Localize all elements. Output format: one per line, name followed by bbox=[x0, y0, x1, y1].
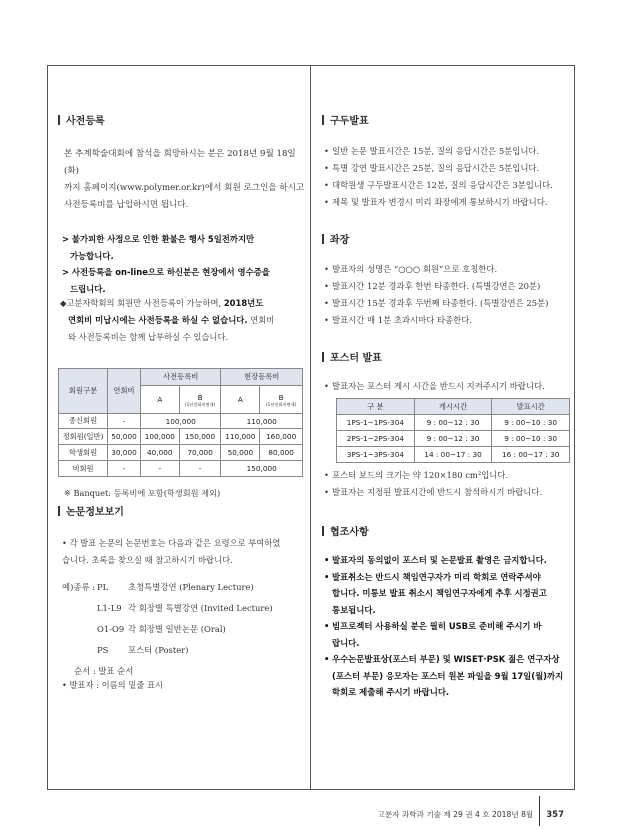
list-item: • 발표자의 성명은 “○○○ 회원”으로 호칭한다. bbox=[324, 264, 498, 274]
example-code: L1-L9 bbox=[97, 603, 122, 613]
list-item-text: 발표자는 포스터 게시 시간을 반드시 지켜주시기 바랍니다. bbox=[332, 381, 545, 391]
list-item: • 발표시간 매 1분 초과시마다 타종한다. bbox=[324, 315, 472, 325]
numbering-title: 논문정보보기 bbox=[66, 507, 124, 518]
heading-bar bbox=[58, 506, 60, 516]
notice-text: 연회비 bbox=[247, 315, 275, 325]
table-cell: 9 : 00~10 : 30 bbox=[492, 415, 570, 431]
registration-title: 사전등록 bbox=[66, 116, 105, 127]
list-item-text: 발표시간 12분 경과후 한번 타종한다. (특별강연은 20분) bbox=[332, 281, 541, 291]
poster-table bbox=[336, 398, 570, 463]
journal-info: 고분자 과학과 기술 제 29 권 4 호 2018년 8월 bbox=[377, 810, 534, 819]
list-item: • 대학원생 구두발표시간은 12분, 질의 응답시간은 3분입니다. bbox=[324, 180, 553, 190]
fee-header-a2-label: A bbox=[237, 395, 243, 404]
note-line: 드립니다. bbox=[70, 283, 106, 294]
column-divider bbox=[310, 65, 311, 790]
page-number: 357 bbox=[546, 810, 564, 820]
table-cell: 150,000 bbox=[179, 429, 221, 445]
list-item-text: 발표시간 15분 경과후 두번째 타종한다. (특별강연은 25분) bbox=[332, 298, 549, 308]
fee-header-onsite: 현장등록비 bbox=[221, 369, 303, 386]
text-line: 까지 홈페이지(www.polymer.or.kr)에서 회원 로그인을 하시고 bbox=[64, 183, 305, 193]
text-line: 사전등록비를 납입하시면 됩니다. bbox=[64, 200, 189, 210]
list-item: • 빔프로젝터 사용하실 분은 필히 USB로 준비해 주시기 바 랍니다. bbox=[324, 618, 574, 651]
list-item: • 특별 강연 발표시간은 25분, 질의 응답시간은 5분입니다. bbox=[324, 163, 540, 173]
list-item: • 우수논문발표상(포스터 부문) 및 WISET·PSK 젊은 연구자상 (포스터 부문) 응모자는 포스터 원본 파일을 9월 17일(월)까지 학회로 제출해 주시기 바랍니다. bbox=[324, 651, 574, 701]
example-code: PL bbox=[97, 582, 109, 592]
coop-heading bbox=[322, 523, 369, 538]
list-item: • 발표시간 15분 경과후 두번째 타종한다. (특별강연은 25분) bbox=[324, 298, 549, 308]
poster-header: 구 분 bbox=[337, 399, 415, 415]
text-line: 습니다. 초록을 찾으실 때 참고하시기 바랍니다. bbox=[62, 555, 233, 565]
numbering-heading bbox=[58, 503, 124, 518]
list-item-text: 학회로 제출해 주시기 바랍니다. bbox=[332, 687, 450, 697]
table-cell: - bbox=[108, 461, 141, 477]
poster-notes bbox=[324, 467, 574, 501]
table-cell: 50,000 bbox=[221, 445, 260, 461]
list-item-text: 합니다. 미통보 발표 취소시 책임연구자에게 추후 시정권고 bbox=[332, 588, 547, 598]
example-desc: 각 회장별 일반논문 (Oral) bbox=[128, 624, 226, 634]
heading-bar bbox=[322, 526, 324, 536]
fee-header-a2 bbox=[221, 386, 260, 414]
notice-bold: 연회비 미납시에는 사전등록을 하실 수 없습니다. bbox=[68, 315, 248, 325]
list-item: • 발표시간 12분 경과후 한번 타종한다. (특별강연은 20분) bbox=[324, 281, 541, 291]
table-cell: 3PS-1~3PS-304 bbox=[337, 447, 415, 463]
list-item: • 발표자의 동의없이 포스터 및 논문발표 촬영은 금지합니다. bbox=[324, 555, 547, 565]
number-examples bbox=[62, 577, 310, 682]
list-item-text: 랍니다. bbox=[332, 637, 360, 648]
table-cell: 9 : 00~12 : 30 bbox=[414, 431, 492, 447]
list-item-text: 통보됩니다. bbox=[332, 604, 376, 615]
table-cell: - bbox=[140, 461, 179, 477]
table-row bbox=[59, 461, 303, 477]
list-item-text: (포스터 부문) 응모자는 포스터 원본 파일을 9월 17일(월)까지 bbox=[332, 670, 564, 681]
heading-bar bbox=[322, 352, 324, 362]
heading-bar bbox=[322, 115, 324, 125]
list-item: • 발표자는 지정된 발표시간에 반드시 참석하시기 바랍니다. bbox=[324, 487, 543, 497]
list-item-text: 우수논문발표상(포스터 부문) 및 WISET·PSK 젊은 연구자상 bbox=[332, 654, 560, 664]
table-cell: 150,000 bbox=[221, 461, 303, 477]
poster-header: 게시시간 bbox=[414, 399, 492, 415]
oral-heading bbox=[322, 112, 369, 127]
numbering-text bbox=[62, 535, 310, 569]
banquet-note: ※ Banquet: 등록비에 포함(학생회원 제외) bbox=[64, 488, 221, 498]
coop-list bbox=[324, 552, 574, 701]
table-row bbox=[59, 414, 303, 429]
list-item: • 일반 논문 발표시간은 15분, 질의 응답시간은 5분입니다. bbox=[324, 146, 540, 156]
table-row bbox=[59, 445, 303, 461]
order-line: 순서 : 발표 순서 bbox=[74, 666, 134, 676]
chair-list bbox=[324, 261, 574, 329]
table-cell: 14 : 00~17 : 30 bbox=[414, 447, 492, 463]
membership-notice bbox=[60, 295, 308, 346]
list-item-text: 일반 논문 발표시간은 15분, 질의 응답시간은 5분입니다. bbox=[332, 146, 540, 156]
registration-heading bbox=[58, 112, 105, 127]
fee-header-a bbox=[140, 386, 179, 414]
list-item-text: 특별 강연 발표시간은 25분, 질의 응답시간은 5분입니다. bbox=[332, 163, 540, 173]
list-item-text: 발표취소는 반드시 책임연구자가 미리 학회로 연락주셔야 bbox=[332, 571, 541, 582]
table-cell: 2PS-1~2PS-304 bbox=[337, 431, 415, 447]
refund-notes bbox=[62, 231, 307, 297]
list-item-text: 제목 및 발표자 변경시 미리 좌장에게 통보하시기 바랍니다. bbox=[332, 197, 548, 207]
table-cell: 9 : 00~10 : 30 bbox=[492, 431, 570, 447]
table-cell: 110,000 bbox=[221, 414, 303, 429]
fee-header-pre: 사전등록비 bbox=[140, 369, 221, 386]
list-item-text: 대학원생 구두발표시간은 12분, 질의 응답시간은 3분입니다. bbox=[332, 180, 553, 190]
table-cell: - bbox=[179, 461, 221, 477]
heading-bar bbox=[58, 115, 60, 125]
table-cell: 비회원 bbox=[59, 461, 108, 477]
list-item: • 발표취소는 반드시 책임연구자가 미리 학회로 연락주셔야 합니다. 미통보 발표 취소시 책임연구자에게 추후 시정권고 통보됩니다. bbox=[324, 569, 574, 619]
fee-table bbox=[58, 368, 303, 477]
notice-bold: 2018년도 bbox=[223, 298, 264, 308]
fee-header-b2 bbox=[260, 386, 303, 414]
table-cell: 100,000 bbox=[140, 429, 179, 445]
example-desc: 초청특별강연 (Plenary Lecture) bbox=[128, 582, 254, 592]
page-footer bbox=[378, 800, 565, 830]
note-line: > 불가피한 사정으로 인한 환불은 행사 5일전까지만 bbox=[62, 234, 255, 244]
list-item: • 포스터 보드의 크기는 약 120×180 cm²입니다. bbox=[324, 470, 509, 480]
table-cell: 110,000 bbox=[221, 429, 260, 445]
list-item: • 제목 및 발표자 변경시 미리 좌장에게 통보하시기 바랍니다. bbox=[324, 197, 548, 207]
table-cell: 160,000 bbox=[260, 429, 303, 445]
list-item-text: 발표자의 성명은 “○○○ 회원”으로 호칭한다. bbox=[332, 264, 498, 274]
table-cell: 70,000 bbox=[179, 445, 221, 461]
poster-title: 포스터 발표 bbox=[330, 353, 382, 364]
coop-title: 협조사항 bbox=[330, 527, 369, 538]
chair-heading bbox=[322, 231, 349, 246]
list-item-text: 발표자의 동의없이 포스터 및 논문발표 촬영은 금지합니다. bbox=[332, 555, 547, 565]
list-item-text: 발표자는 지정된 발표시간에 반드시 참석하시기 바랍니다. bbox=[332, 487, 543, 497]
heading-bar bbox=[322, 234, 324, 244]
notice-text: ◆고분자학회의 회원만 사전등록이 가능하며, bbox=[60, 298, 224, 308]
fee-header-b2-label: B bbox=[278, 392, 284, 402]
example-desc: 각 회장별 특별강연 (Invited Lecture) bbox=[128, 603, 273, 613]
example-desc: 포스터 (Poster) bbox=[128, 645, 189, 655]
table-cell: 1PS-1~1PS-304 bbox=[337, 415, 415, 431]
fee-header-annual: 연회비 bbox=[108, 369, 141, 414]
fee-header-a-label: A bbox=[157, 395, 163, 404]
fee-header-b bbox=[179, 386, 221, 414]
registration-text bbox=[64, 146, 309, 214]
list-item-text: 빔프로젝터 사용하실 분은 필히 USB로 준비해 주시기 바 bbox=[332, 621, 542, 631]
table-row bbox=[337, 431, 570, 447]
table-row bbox=[337, 447, 570, 463]
table-cell: - bbox=[108, 414, 141, 429]
table-cell: 40,000 bbox=[140, 445, 179, 461]
table-cell: 9 : 00~12 : 30 bbox=[414, 415, 492, 431]
oral-title: 구두발표 bbox=[330, 116, 369, 127]
note-line: 가능합니다. bbox=[70, 250, 114, 261]
poster-header: 발표시간 bbox=[492, 399, 570, 415]
list-item: • 발표자는 포스터 게시 시간을 반드시 지켜주시기 바랍니다. bbox=[324, 381, 545, 391]
text-line: • 각 발표 논문의 논문번호는 다음과 같은 요령으로 부여하였 bbox=[62, 538, 281, 548]
fee-header-b-label: B bbox=[197, 392, 203, 402]
footer-separator bbox=[539, 796, 540, 826]
fee-header-b2-note: (1년전회비면제) bbox=[266, 401, 297, 407]
example-label: 예)종류 : bbox=[62, 582, 96, 592]
table-cell: 30,000 bbox=[108, 445, 141, 461]
list-item-text: 발표시간 매 1분 초과시마다 타종한다. bbox=[332, 315, 472, 325]
table-cell: 종신회원 bbox=[59, 414, 108, 429]
notice-text: 와 사전등록비는 함께 납부하실 수 있습니다. bbox=[68, 332, 229, 342]
poster-heading bbox=[322, 349, 382, 364]
chair-title: 좌장 bbox=[330, 235, 350, 246]
note-line: > 사전등록을 on-line으로 하신분은 현장에서 영수증을 bbox=[62, 267, 270, 277]
table-cell: 100,000 bbox=[140, 414, 221, 429]
table-row bbox=[59, 429, 303, 445]
fee-header-b-note: (1년전회비면제) bbox=[184, 401, 216, 407]
presenter-line: • 발표자 : 이름의 밑줄 표시 bbox=[62, 680, 164, 690]
example-code: PS bbox=[97, 645, 109, 655]
table-row bbox=[337, 415, 570, 431]
list-item-text: 포스터 보드의 크기는 약 120×180 cm²입니다. bbox=[332, 470, 509, 480]
oral-list bbox=[324, 143, 574, 211]
table-cell: 50,000 bbox=[108, 429, 141, 445]
table-cell: 80,000 bbox=[260, 445, 303, 461]
table-cell: 정회원(일반) bbox=[59, 429, 108, 445]
text-line: 본 추계학술대회에 참석을 희망하시는 분은 2018년 9월 18일(화) bbox=[64, 149, 296, 176]
example-code: O1-O9 bbox=[97, 624, 125, 634]
table-cell: 16 : 00~17 : 30 bbox=[492, 447, 570, 463]
fee-header-member: 회원구분 bbox=[59, 369, 108, 414]
table-cell: 학생회원 bbox=[59, 445, 108, 461]
